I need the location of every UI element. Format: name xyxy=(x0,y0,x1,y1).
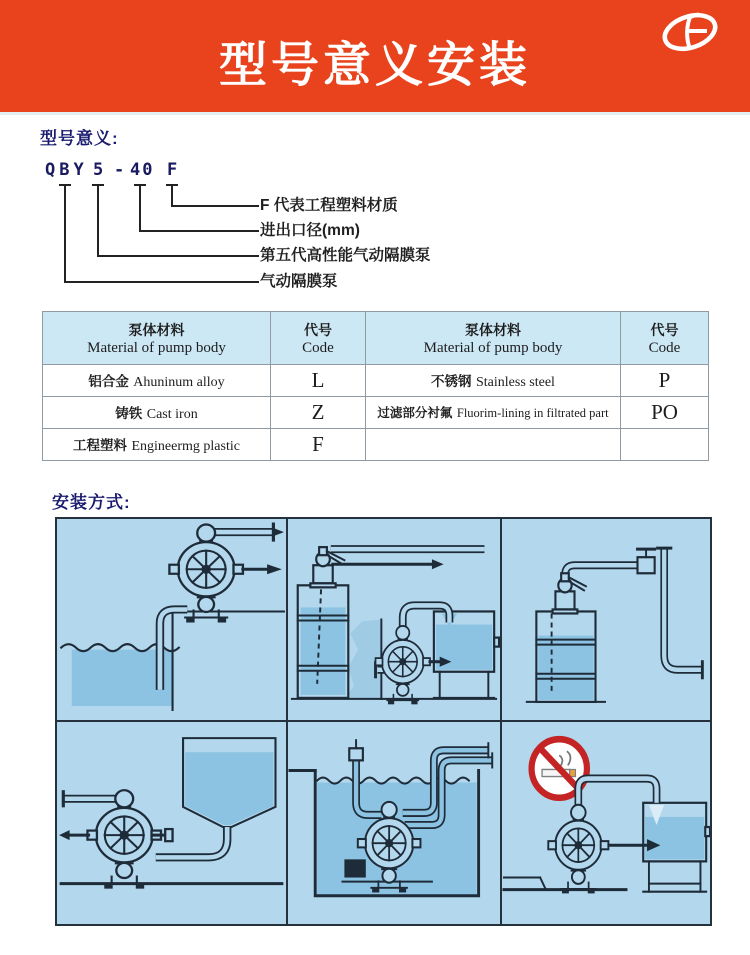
code-fluorine-lined: PO xyxy=(621,397,709,429)
material-cast-iron: 铸铁 Cast iron xyxy=(43,397,271,429)
table-row xyxy=(43,397,709,429)
install-cell-5 xyxy=(288,722,502,924)
code-part-material: F xyxy=(167,160,178,180)
code-part-separator: - xyxy=(114,160,125,180)
code-part-port-size: 40 xyxy=(130,160,155,180)
submerged-pump-in-tank-diagram xyxy=(288,722,500,924)
code-aluminum: L xyxy=(271,365,366,397)
code-stainless: P xyxy=(621,365,709,397)
col-header-code-right: 代号 Code xyxy=(621,312,709,365)
model-code-breakdown xyxy=(45,160,705,310)
materials-table xyxy=(42,311,709,461)
col-header-material-left: 泵体材料 Material of pump body xyxy=(43,312,271,365)
no-smoking-flammable-transfer-diagram xyxy=(502,722,710,924)
diaphragm-pump-icon xyxy=(376,626,430,704)
install-cell-2 xyxy=(288,519,502,722)
drum-pump-icon xyxy=(553,573,586,613)
material-fluorine-lined: 过滤部分衬氟 Fluorim-lining in filtrated part xyxy=(366,397,621,429)
install-cell-6 xyxy=(502,722,710,924)
tree-label-port-size: 进出口径(mm) xyxy=(260,222,360,239)
model-meaning-heading: 型号意义: xyxy=(40,129,119,148)
brand-logo-icon xyxy=(660,8,720,56)
drum-pump-to-elevated-pipeline-diagram xyxy=(502,519,710,720)
material-plastic: 工程塑料 Engineermg plastic xyxy=(43,429,271,461)
code-part-generation: 5 xyxy=(93,160,104,180)
code-plastic: F xyxy=(271,429,366,461)
tree-label-material: F 代表工程塑料材质 xyxy=(260,197,398,214)
col-header-material-right: 泵体材料 Material of pump body xyxy=(366,312,621,365)
table-row xyxy=(43,429,709,461)
code-cast-iron: Z xyxy=(271,397,366,429)
pump-on-platform-suction-lift-diagram xyxy=(57,519,286,720)
install-cell-3 xyxy=(502,519,710,722)
drum-pump-and-transfer-to-tank-diagram xyxy=(288,519,500,720)
header-divider xyxy=(0,112,750,115)
diaphragm-pump-icon xyxy=(548,805,608,894)
col-header-code-left: 代号 Code xyxy=(271,312,366,365)
table-row xyxy=(43,365,709,397)
table-header-row xyxy=(43,312,709,365)
material-stainless: 不锈钢 Stainless steel xyxy=(366,365,621,397)
diaphragm-pump-icon xyxy=(87,790,161,888)
installation-diagram-grid xyxy=(55,517,712,926)
tree-connector-lines xyxy=(45,184,265,288)
code-part-series: QBY xyxy=(45,160,88,180)
installation-heading: 安装方式: xyxy=(52,493,131,512)
install-cell-4 xyxy=(57,722,288,924)
tree-label-generation: 第五代高性能气动隔膜泵 xyxy=(260,247,431,264)
header-banner xyxy=(0,0,750,112)
page-title: 型号意义安装 xyxy=(218,39,531,92)
hopper-gravity-feed-pump-diagram xyxy=(57,722,286,924)
material-empty xyxy=(366,429,621,461)
tree-label-pump-type: 气动隔膜泵 xyxy=(260,273,338,290)
code-empty xyxy=(621,429,709,461)
install-cell-1 xyxy=(57,519,288,722)
material-aluminum: 铝合金 Ahuninum alloy xyxy=(43,365,271,397)
